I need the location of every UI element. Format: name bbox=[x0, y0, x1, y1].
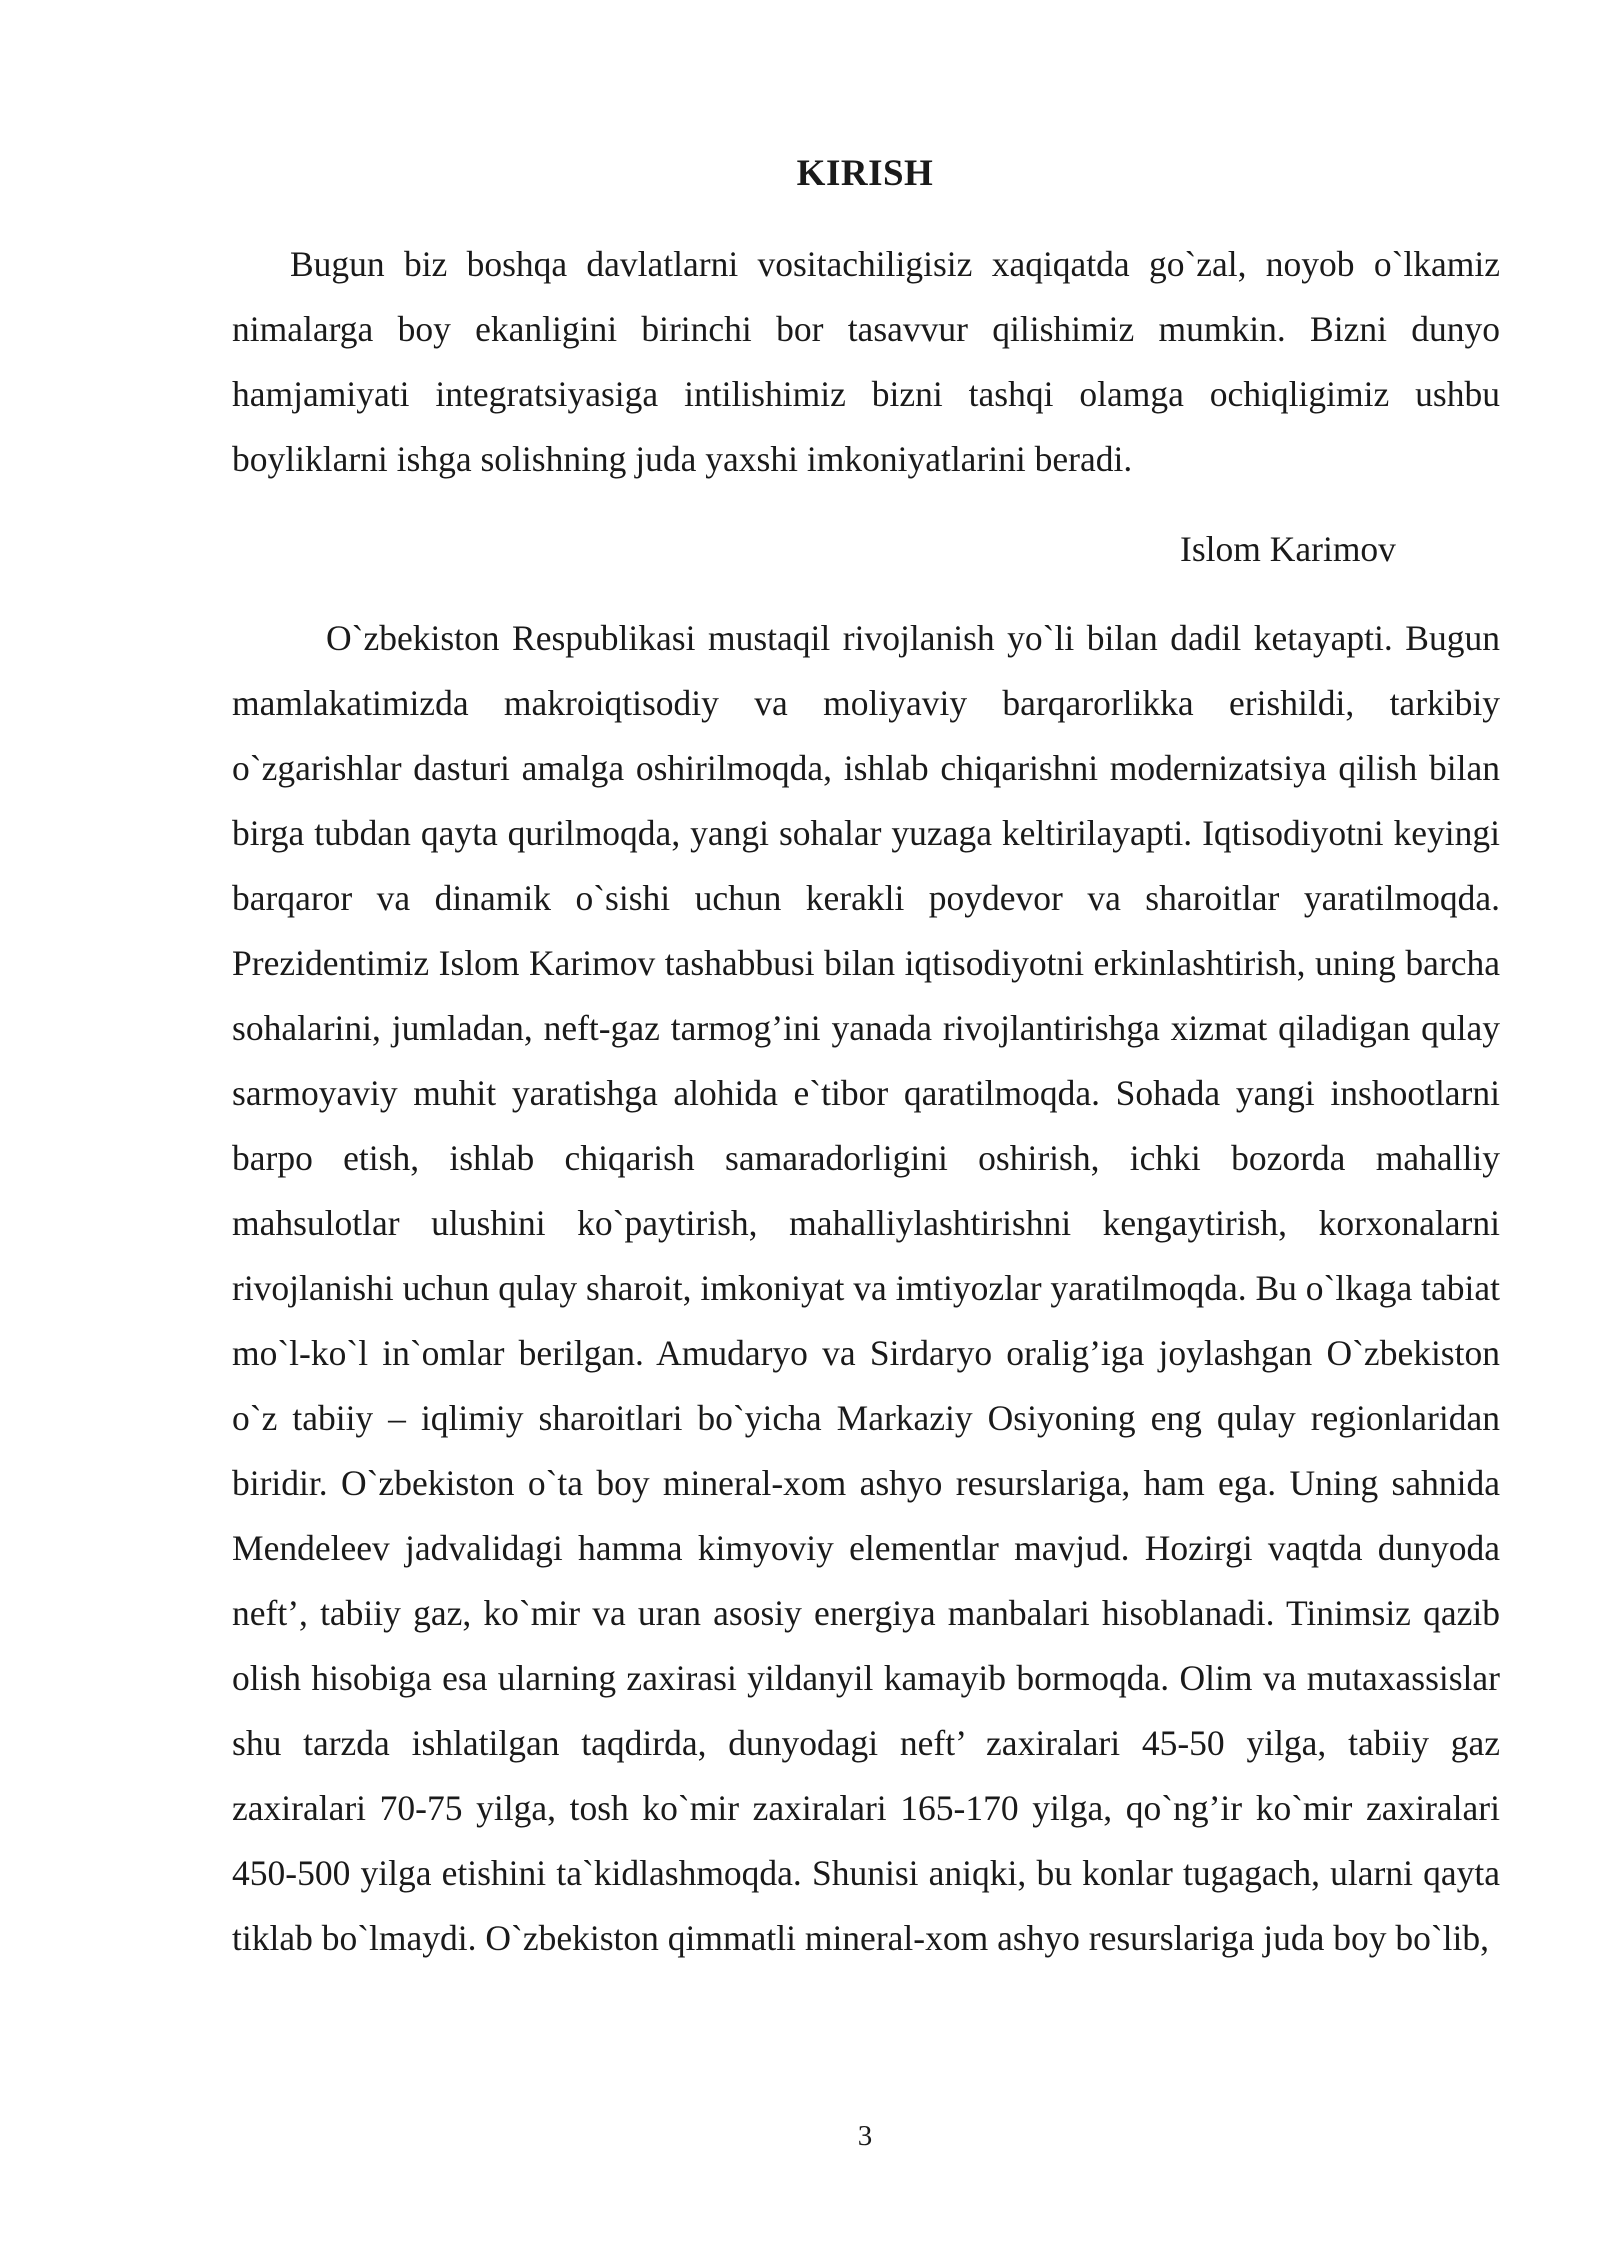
page-title: KIRISH bbox=[796, 153, 934, 194]
body-paragraph: O`zbekiston Respublikasi mustaqil rivojlanish yo`li bilan dadil ketayapti. Bugun mamlakatimizda makroiqtisodiy va moliyaviy barqarorlikka erishildi, tarkibiy o`zgarishlar dasturi amalga oshirilmoqda, ishlab chiqarishni modernizatsiya qilish bilan birga tubdan qayta qurilmoqda, yangi sohalar yuzaga keltirilayapti. Iqtisodiyotni keyingi barqaror va dinamik o`sishi uchun kerakli poydevor va sharoitlar yaratilmoqda. Prezidentimiz Islom Karimov tashabbusi bilan iqtisodiyotni erkinlashtirish, uning barcha sohalarini, jumladan, neft-gaz tarmog’ini yanada rivojlantirishga xizmat qiladigan qulay sarmoyaviy muhit yaratishga alohida e`tibor qaratilmoqda. Sohada yangi inshootlarni barpo etish, ishlab chiqarish samaradorligini oshirish, ichki bozorda mahalliy mahsulotlar ulushini ko`paytirish, mahalliylashtirishni kengaytirish, korxonalarni rivojlanishi uchun qulay sharoit, imkoniyat va imtiyozlar yaratilmoqda. Bu o`lkaga tabiat mo`l-ko`l in`omlar berilgan. Amudaryo va Sirdaryo oralig’iga joylashgan O`zbekiston o`z tabiiy – iqlimiy sharoitlari bo`yicha Markaziy Osiyoning eng qulay regionlaridan biridir. O`zbekiston o`ta boy mineral-xom ashyo resurslariga, ham ega. Uning sahnida Mendeleev jadvalidagi hamma kimyoviy elementlar mavjud. Hozirgi vaqtda dunyoda neft’, tabiiy gaz, ko`mir va uran asosiy energiya manbalari hisoblanadi. Tinimsiz qazib olish hisobiga esa ularning zaxirasi yildanyil kamayib bormoqda. Olim va mutaxassislar shu tarzda ishlatilgan taqdirda, dunyodagi neft’ zaxiralari 45-50 yilga, tabiiy gaz zaxiralari 70-75 yilga, tosh ko`mir zaxiralari 165-170 yilga, qo`ng’ir ko`mir zaxiralari 450-500 yilga etishini ta`kidlashmoqda. Shunisi aniqki, bu konlar tugagach, ularni qayta tiklab bo`lmaydi. O`zbekiston qimmatli mineral-xom ashyo resurslariga juda boy bo`lib, bbox=[232, 618, 1500, 1958]
page-number: 3 bbox=[857, 2120, 873, 2152]
epigraph-author: Islom Karimov bbox=[1180, 529, 1396, 569]
epigraph-paragraph: Bugun biz boshqa davlatlarni vositachiligisiz xaqiqatda go`zal, noyob o`lkamiz nimalarga boy ekanligini birinchi bor tasavvur qilishimiz mumkin. Bizni dunyo hamjamiyati integratsiyasiga intilishimiz bizni tashqi olamga ochiqligimiz ushbu boyliklarni ishga solishning juda yaxshi imkoniyatlarini beradi. bbox=[232, 244, 1500, 479]
